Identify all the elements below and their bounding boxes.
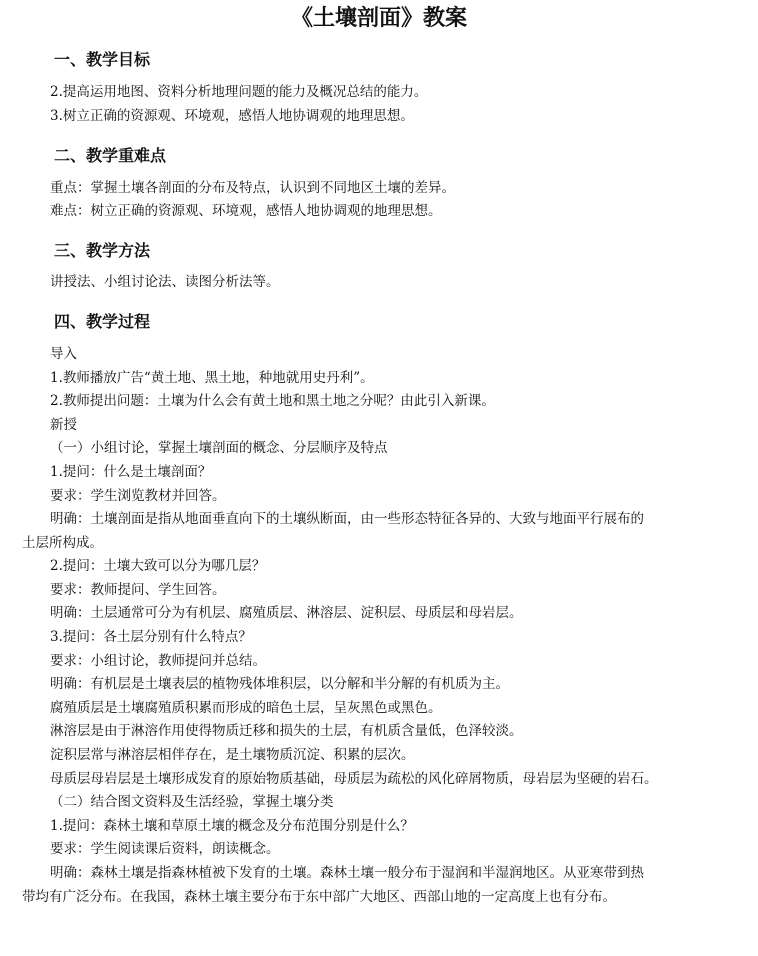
section-heading-process: 四、教学过程: [54, 312, 151, 331]
process-subheading: （一）小组讨论，掌握土壤剖面的概念、分层顺序及特点: [50, 440, 388, 456]
process-line: 导入: [50, 346, 77, 362]
process-line: 2.提问：土壤大致可以分为哪几层？: [50, 558, 266, 574]
process-line: 1.提问：森林土壤和草原土壤的概念及分布范围分别是什么？: [50, 818, 414, 834]
process-line: 要求：教师提问、学生回答。: [50, 582, 226, 598]
document-title: 《土壤剖面》教案: [290, 5, 467, 31]
process-line: 要求：学生阅读课后资料，朗读概念。: [50, 841, 280, 857]
process-line: 2.教师提出问题：土壤为什么会有黄土地和黑土地之分呢？由此引入新课。: [50, 393, 495, 409]
process-line: 明确：土壤剖面是指从地面垂直向下的土壤纵断面，由一些形态特征各异的、大致与地面平行展布的: [50, 511, 644, 527]
process-line: 明确：土层通常可分为有机层、腐殖质层、淋溶层、淀积层、母质层和母岩层。: [50, 605, 523, 621]
process-line: 要求：学生浏览教材并回答。: [50, 488, 226, 504]
process-line: 新授: [50, 417, 77, 433]
process-line: 带均有广泛分布。在我国，森林土壤主要分布于东中部广大地区、西部山地的一定高度上也有分布。: [22, 889, 616, 905]
process-line: 明确：森林土壤是指森林植被下发育的土壤。森林土壤一般分布于湿润和半湿润地区。从亚寒带到热: [50, 865, 644, 881]
process-line: 1.提问：什么是土壤剖面？: [50, 464, 212, 480]
key-point-item: 难点：树立正确的资源观、环境观，感悟人地协调观的地理思想。: [50, 203, 442, 219]
process-line: 要求：小组讨论，教师提问并总结。: [50, 653, 266, 669]
process-line: 3.提问：各土层分别有什么特点？: [50, 629, 252, 645]
section-heading-objectives: 一、教学目标: [54, 50, 151, 69]
process-line: 淀积层常与淋溶层相伴存在，是土壤物质沉淀、积累的层次。: [50, 747, 415, 763]
process-line: 母质层母岩层是土壤形成发育的原始物质基础，母质层为疏松的风化碎屑物质，母岩层为坚硬的岩石。: [50, 771, 658, 787]
process-line: 土层所构成。: [22, 535, 103, 551]
process-line: 1.教师播放广告“黄土地、黑土地，种地就用史丹利”。: [50, 370, 374, 386]
method-item: 讲授法、小组讨论法、读图分析法等。: [50, 274, 280, 290]
process-subheading: （二）结合图文资料及生活经验，掌握土壤分类: [50, 794, 334, 810]
process-line: 淋溶层是由于淋溶作用使得物质迁移和损失的土层，有机质含量低，色泽较淡。: [50, 723, 523, 739]
key-point-item: 重点：掌握土壤各剖面的分布及特点，认识到不同地区土壤的差异。: [50, 180, 455, 196]
process-line: 腐殖质层是土壤腐殖质积累而形成的暗色土层，呈灰黑色或黑色。: [50, 700, 442, 716]
section-heading-key-points: 二、教学重难点: [54, 146, 167, 165]
process-line: 明确：有机层是土壤表层的植物残体堆积层，以分解和半分解的有机质为主。: [50, 676, 509, 692]
objective-item: 2.提高运用地图、资料分析地理问题的能力及概况总结的能力。: [50, 84, 428, 100]
section-heading-methods: 三、教学方法: [54, 241, 151, 260]
objective-item: 3.树立正确的资源观、环境观，感悟人地协调观的地理思想。: [50, 108, 414, 124]
